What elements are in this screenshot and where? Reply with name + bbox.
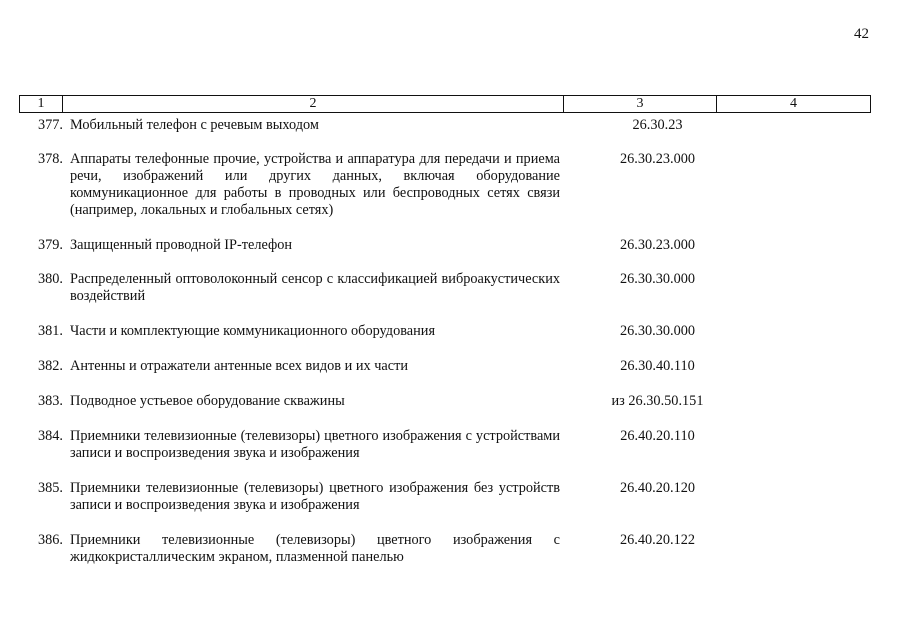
column-header-1: 1 bbox=[20, 96, 63, 113]
row-code: 26.30.23.000 bbox=[619, 151, 696, 167]
row-number: 383. bbox=[37, 393, 63, 409]
row-code: 26.40.20.120 bbox=[619, 480, 696, 496]
row-name: Антенны и отражатели антенные всех видов и их части bbox=[70, 358, 408, 374]
row-code: из 26.30.50.151 bbox=[611, 393, 704, 409]
row-name: Приемники телевизионные (телевизоры) цветного изображения с жидкокристаллическим экраном, плазменной панелью bbox=[70, 532, 560, 565]
row-name: Защищенный проводной IP-телефон bbox=[70, 237, 293, 253]
row-code: 26.30.30.000 bbox=[619, 323, 696, 339]
row-code: 26.30.23.000 bbox=[619, 237, 696, 253]
table-row bbox=[19, 323, 755, 340]
table-row bbox=[19, 428, 755, 462]
table-row bbox=[19, 117, 755, 134]
column-header-row bbox=[20, 96, 871, 113]
page-number: 42 bbox=[854, 26, 869, 42]
table-row bbox=[19, 358, 755, 375]
row-number: 381. bbox=[37, 323, 63, 339]
row-code: 26.30.30.000 bbox=[619, 271, 696, 287]
row-number: 385. bbox=[37, 480, 63, 496]
row-code: 26.40.20.110 bbox=[620, 428, 695, 444]
table-row bbox=[19, 393, 755, 410]
row-code: 26.30.23 bbox=[632, 117, 683, 133]
table-row bbox=[19, 237, 755, 254]
table-row bbox=[19, 151, 755, 219]
column-header-3: 3 bbox=[564, 96, 717, 113]
row-number: 378. bbox=[37, 151, 63, 167]
column-header-2: 2 bbox=[63, 96, 564, 113]
row-number: 386. bbox=[37, 532, 63, 548]
column-header-4: 4 bbox=[717, 96, 871, 113]
row-code: 26.40.20.122 bbox=[619, 532, 696, 548]
row-number: 379. bbox=[37, 237, 63, 253]
row-number: 377. bbox=[37, 117, 63, 133]
table-row bbox=[19, 271, 755, 305]
column-header-table bbox=[19, 95, 871, 113]
row-name: Приемники телевизионные (телевизоры) цветного изображения с устройствами записи и воспроизведения звука и изображения bbox=[70, 428, 560, 461]
row-code: 26.30.40.110 bbox=[620, 358, 695, 374]
row-name: Подводное устьевое оборудование скважины bbox=[70, 393, 345, 409]
row-name: Приемники телевизионные (телевизоры) цветного изображения без устройств записи и воспроизведения звука и изображения bbox=[70, 480, 560, 513]
row-name: Распределенный оптоволоконный сенсор с классификацией виброакустических воздействий bbox=[70, 271, 560, 304]
row-number: 380. bbox=[37, 271, 63, 287]
row-name: Аппараты телефонные прочие, устройства и аппаратура для передачи и приема речи, изображений или других данных, включая оборудование коммуникационное для работы в проводных или беспроводных сетях связи (например, локальных и глобальных сетях) bbox=[70, 151, 560, 218]
row-name: Мобильный телефон с речевым выходом bbox=[70, 117, 319, 133]
row-number: 382. bbox=[37, 358, 63, 374]
row-name: Части и комплектующие коммуникационного оборудования bbox=[70, 323, 436, 339]
table-row bbox=[19, 480, 755, 514]
row-number: 384. bbox=[37, 428, 63, 444]
table-row bbox=[19, 532, 755, 566]
